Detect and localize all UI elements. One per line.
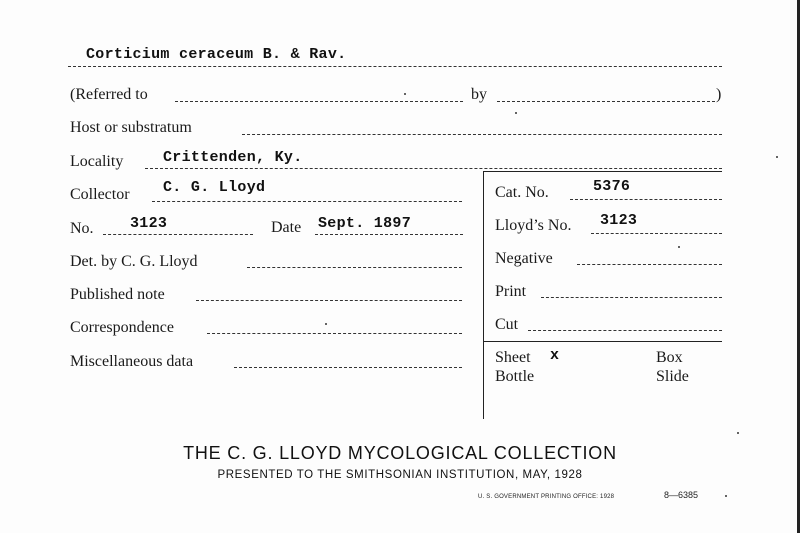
date-label: Date (271, 219, 302, 236)
cat-no-line (570, 199, 722, 200)
no-value: 3123 (130, 215, 168, 232)
referred-by-label: by (471, 86, 487, 103)
panel-left-border (483, 171, 484, 419)
scan-speck (678, 246, 680, 248)
form-number: 8—6385 (664, 490, 699, 500)
collection-title: THE C. G. LLOYD MYCOLOGICAL COLLECTION (183, 443, 617, 463)
no-label: No. (70, 220, 94, 237)
correspondence-label: Correspondence (70, 319, 174, 336)
collection-subtitle: PRESENTED TO THE SMITHSONIAN INSTITUTION, MAY, 1928 (217, 469, 583, 481)
cat-no-value: 5376 (593, 178, 631, 195)
correspondence-line (207, 333, 462, 334)
referred-to-line (175, 101, 463, 102)
host-line (242, 134, 722, 135)
locality-value: Crittenden, Ky. (163, 149, 303, 166)
cut-label: Cut (495, 316, 519, 333)
collector-value: C. G. Lloyd (163, 179, 266, 196)
published-note-line (196, 300, 462, 301)
published-note-label: Published note (70, 286, 165, 303)
panel-top-border (483, 171, 722, 172)
lloyds-no-label: Lloyd’s No. (495, 217, 572, 234)
referred-close-paren: ) (716, 86, 722, 103)
box-label: Box (656, 349, 683, 366)
print-line (541, 297, 722, 298)
det-by-label: Det. by C. G. Lloyd (70, 253, 198, 270)
host-label: Host or substratum (70, 119, 192, 136)
sheet-mark: x (550, 347, 560, 364)
collector-label: Collector (70, 186, 130, 203)
collector-line (152, 201, 462, 202)
misc-data-line (234, 367, 462, 368)
lloyds-no-value: 3123 (600, 212, 638, 229)
misc-data-label: Miscellaneous data (70, 353, 194, 370)
referred-by-line (497, 101, 715, 102)
scan-speck (325, 323, 327, 325)
no-line (103, 234, 253, 235)
date-line (315, 234, 463, 235)
negative-line (577, 264, 722, 265)
negative-label: Negative (495, 250, 553, 267)
scan-speck (725, 495, 727, 497)
species-line (68, 66, 722, 67)
scan-speck (776, 156, 778, 158)
referred-to-label: (Referred to (70, 86, 148, 103)
cat-no-label: Cat. No. (495, 184, 549, 201)
scan-speck (515, 112, 517, 114)
cut-line (528, 330, 722, 331)
locality-line (145, 168, 722, 169)
print-label: Print (495, 283, 527, 300)
slide-label: Slide (656, 368, 689, 385)
bottle-label: Bottle (495, 368, 535, 385)
printer-imprint: U. S. GOVERNMENT PRINTING OFFICE: 1928 (478, 494, 615, 500)
det-by-line (247, 267, 462, 268)
sheet-label: Sheet (495, 349, 531, 366)
locality-label: Locality (70, 153, 124, 170)
panel-divider (483, 341, 722, 342)
date-value: Sept. 1897 (318, 215, 412, 232)
scan-speck (737, 432, 739, 434)
lloyds-no-line (591, 233, 722, 234)
scan-speck (404, 93, 406, 95)
species-name: Corticium ceraceum B. & Rav. (86, 46, 347, 63)
